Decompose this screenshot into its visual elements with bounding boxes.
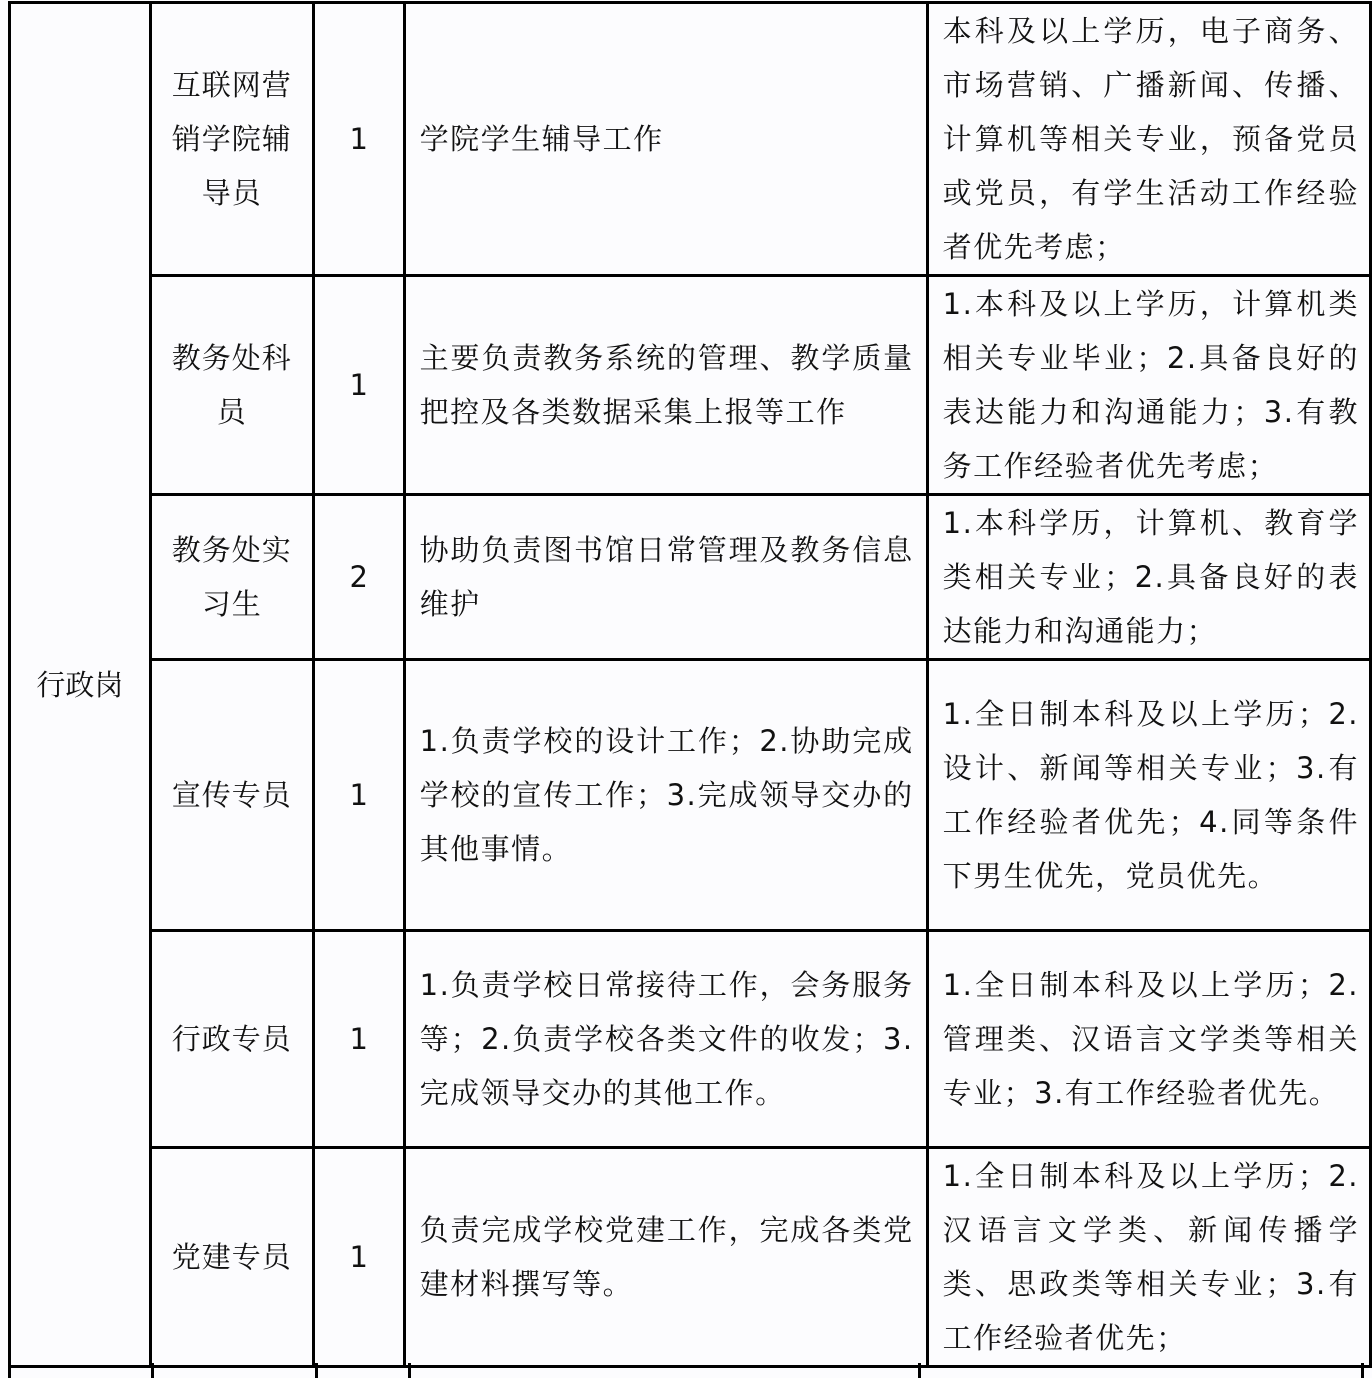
position-cell [150,3,313,276]
duties-text: 1.负责学校日常接待工作，会务服务等；2.负责学校各类文件的收发；3.完成领导交办的其他工作。 [419,968,914,1110]
requirements-text: 1.全日制本科及以上学历；2.汉语言文学类、新闻传播学类、思政类等相关专业；3.有工作经验者优先； [942,1159,1359,1355]
table-row [10,3,1371,276]
position-name: 宣传专员 [171,778,292,812]
table-row [10,931,1371,1148]
duties-text: 1.负责学校的设计工作；2.协助完成学校的宣传工作；3.完成领导交办的其他事情。 [419,724,914,866]
position-cell [150,495,313,660]
table-row [10,495,1371,660]
column-divider [151,1363,154,1378]
count-cell [313,276,404,495]
position-cell [150,660,313,931]
requirements-cell [927,3,1370,276]
headcount: 1 [349,1022,368,1056]
headcount: 2 [349,560,368,594]
duties-text: 学院学生辅导工作 [419,122,664,156]
position-cell [150,931,313,1148]
count-cell [313,3,404,276]
headcount: 1 [349,368,368,402]
table-row [10,1148,1371,1367]
headcount: 1 [349,1240,368,1274]
headcount: 1 [349,778,368,812]
requirements-text: 1.全日制本科及以上学历；2.管理类、汉语言文学类等相关专业；3.有工作经验者优先。 [942,968,1359,1110]
duties-cell [404,495,927,660]
requirements-text: 1.本科学历，计算机、教育学类相关专业；2.具备良好的表达能力和沟通能力； [942,506,1359,648]
table-row [10,276,1371,495]
column-divider [408,1363,411,1378]
position-cell [150,276,313,495]
requirements-cell [927,660,1370,931]
requirements-cell [927,931,1370,1148]
position-name: 教务处科员 [171,341,292,429]
column-divider [315,1363,318,1378]
position-name: 党建专员 [171,1240,292,1274]
position-name: 行政专员 [171,1022,292,1056]
requirements-text: 本科及以上学历，电子商务、市场营销、广播新闻、传播、计算机等相关专业，预备党员或党员，有学生活动工作经验者优先考虑； [942,14,1359,264]
next-row-edge [8,1363,1364,1378]
requirements-cell [927,495,1370,660]
duties-cell [404,3,927,276]
duties-text: 协助负责图书馆日常管理及教务信息维护 [419,533,914,621]
position-cell [150,1148,313,1367]
requirements-cell [927,276,1370,495]
table-row [10,660,1371,931]
column-divider [918,1363,921,1378]
category-cell [10,3,151,1367]
duties-text: 负责完成学校党建工作，完成各类党建材料撰写等。 [419,1213,914,1301]
recruitment-table [8,1,1372,1368]
category-label: 行政岗 [36,667,124,702]
count-cell [313,660,404,931]
requirements-text: 1.全日制本科及以上学历；2.设计、新闻等相关专业；3.有工作经验者优先；4.同等条件下男生优先，党员优先。 [942,697,1359,893]
count-cell [313,495,404,660]
duties-cell [404,276,927,495]
duties-cell [404,660,927,931]
requirements-cell [927,1148,1370,1367]
count-cell [313,1148,404,1367]
requirements-text: 1.本科及以上学历，计算机类相关专业毕业；2.具备良好的表达能力和沟通能力；3.有教务工作经验者优先考虑； [942,287,1359,483]
duties-text: 主要负责教务系统的管理、教学质量把控及各类数据采集上报等工作 [419,341,914,429]
position-name: 教务处实习生 [171,533,292,621]
headcount: 1 [349,122,368,156]
duties-cell [404,1148,927,1367]
duties-cell [404,931,927,1148]
count-cell [313,931,404,1148]
position-name: 互联网营销学院辅导员 [171,68,292,210]
